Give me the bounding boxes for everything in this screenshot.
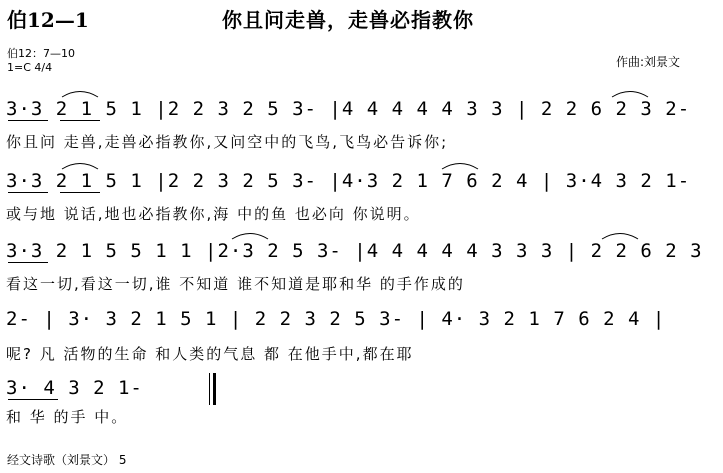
- notation-row-5: 3· 4 3 2 1-: [6, 377, 143, 399]
- lyrics-row-1: 你且问 走兽,走兽必指教你,又问空中的飞鸟,飞鸟必告诉你;: [6, 133, 449, 151]
- beam-line: [8, 192, 48, 193]
- final-barline-thin: [209, 373, 210, 405]
- composer-credit: 作曲:刘景文: [616, 55, 681, 69]
- slur-mark: [60, 88, 100, 98]
- lyrics-row-2: 或与地 说话,地也必指教你,海 中的鱼 也必向 你说明。: [6, 205, 421, 223]
- slur-mark: [60, 160, 100, 170]
- notation-row-4: 2- | 3· 3 2 1 5 1 | 2 2 3 2 5 3- | 4· 3 2 1 7 6 2 4 |: [6, 308, 666, 330]
- scripture-reference: 伯12：7—10: [7, 47, 75, 60]
- notation-row-3: 3·3 2 1 5 5 1 1 |2·3 2 5 3- |4 4 4 4 4 3 3 3 | 2 2 6 2 3: [6, 240, 703, 262]
- beam-line: [8, 262, 48, 263]
- lyrics-row-5: 和 华 的手 中。: [6, 408, 129, 426]
- final-barline-thick: [213, 373, 216, 405]
- slur-mark: [230, 230, 270, 240]
- slur-mark: [440, 160, 480, 170]
- beam-line: [60, 192, 100, 193]
- beam-line: [8, 120, 48, 121]
- notation-row-2: 3·3 2 1 5 1 |2 2 3 2 5 3- |4·3 2 1 7 6 2 4 | 3·4 3 2 1-: [6, 170, 691, 192]
- song-title: 你且问走兽，走兽必指教你: [222, 8, 474, 32]
- song-number: 伯12—1: [7, 8, 89, 32]
- beam-line: [60, 120, 100, 121]
- slur-mark: [610, 88, 650, 98]
- slur-mark: [600, 230, 640, 240]
- lyrics-row-3: 看这一切,看这一切,谁 不知道 谁不知道是耶和华 的手作成的: [6, 275, 465, 293]
- lyrics-row-4: 呢? 凡 活物的生命 和人类的气息 都 在他手中,都在耶: [6, 345, 414, 363]
- beam-line: [8, 399, 58, 400]
- page-footer: 经文诗歌（刘景文） 5: [7, 453, 127, 467]
- key-signature: 1=C 4/4: [7, 61, 53, 74]
- notation-row-1: 3·3 2 1 5 1 |2 2 3 2 5 3- |4 4 4 4 4 3 3 | 2 2 6 2 3 2-: [6, 98, 691, 120]
